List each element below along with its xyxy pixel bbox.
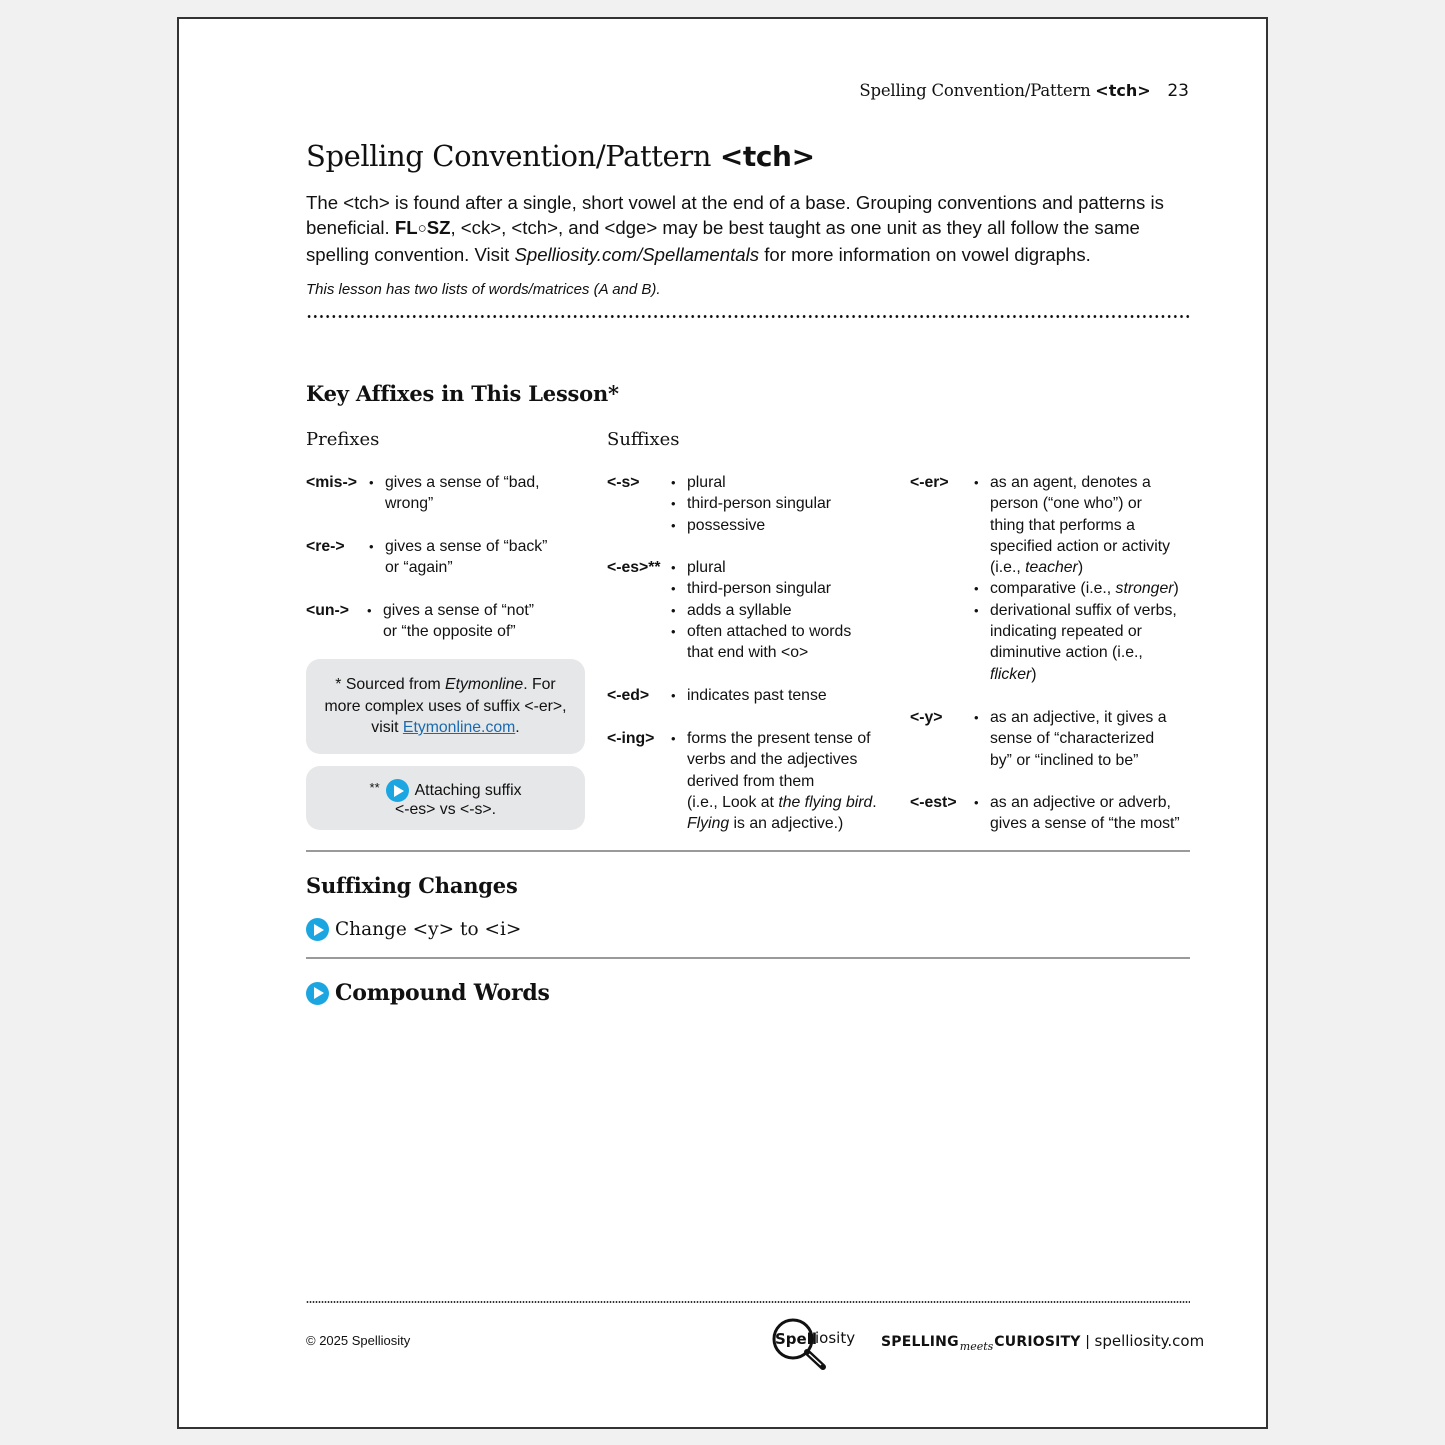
prefix-entry-un — [306, 600, 576, 643]
play-video-icon[interactable] — [306, 918, 329, 941]
suffix-entry-ed — [607, 685, 897, 706]
footer-url[interactable]: spelliosity.com — [1094, 1332, 1205, 1350]
tagline-separator: | — [1085, 1333, 1090, 1350]
affix-label: <-er> — [910, 474, 949, 491]
source-note-italic: Etymonline — [445, 676, 524, 693]
source-note-box — [306, 659, 585, 754]
affix-bullet — [974, 600, 1180, 685]
affix-bullet: • plural — [671, 557, 871, 578]
affix-bullet: • plural — [671, 472, 897, 493]
bullet-italic: stronger — [1115, 580, 1174, 598]
affix-label: <-y> — [910, 709, 943, 726]
svg-text:iosity: iosity — [815, 1329, 856, 1347]
affix-bullet: • gives a sense of “bad, wrong” — [369, 472, 549, 515]
affix-bullet: • as an adjective or adverb, gives a sense of “the most” — [974, 792, 1186, 835]
bullet-text: comparative (i.e., — [990, 580, 1116, 598]
running-header — [849, 81, 1189, 101]
compound-words-heading[interactable]: Compound Words — [335, 980, 550, 1006]
page-title-text: Spelling Convention/Pattern — [306, 139, 711, 173]
section-divider — [306, 957, 1190, 959]
bullet-text: derivational suffix of verbs, indicating repeated or diminutive action (i.e., — [990, 601, 1177, 662]
affix-label: <-es>** — [607, 559, 661, 576]
affix-bullet: • third-person singular — [671, 493, 897, 514]
magnifier-logo-icon — [771, 1317, 861, 1373]
affix-label: <un-> — [306, 602, 350, 619]
prefixes-label: Prefixes — [306, 429, 380, 450]
spellamentals-link: Spelliosity.com/Spellamentals — [514, 244, 760, 265]
suffix-entry-s — [607, 472, 897, 536]
prefix-entry-mis — [306, 472, 576, 515]
affix-bullet — [671, 728, 886, 834]
video-note-line2: <-es> vs <-s>. — [395, 801, 496, 818]
suffix-entry-est — [910, 792, 1192, 835]
running-header-title: Spelling Convention/Pattern — [859, 81, 1091, 100]
example-italic: Flying — [687, 815, 730, 833]
bullet-italic: flicker — [990, 665, 1032, 683]
affix-label: <re-> — [306, 538, 345, 555]
affix-bullet: • gives a sense of “back” or “again” — [369, 536, 559, 579]
suffix-entry-ing — [607, 728, 897, 834]
bullet-text: ) — [1077, 559, 1084, 577]
affix-bullet: • adds a syllable — [671, 600, 871, 621]
affix-label: <-ed> — [607, 687, 650, 704]
tagline-spelling: SPELLING — [881, 1334, 959, 1350]
footer-dotted-divider — [306, 1301, 1190, 1303]
source-note-mid: . For more complex uses of suffix <-er>, visit — [324, 676, 567, 736]
tagline-meets: meets — [959, 1340, 994, 1353]
intro-part2: , <ck>, <tch>, and <dge> may be best taught as one unit as they all follow the same spelling convention. Visit — [306, 217, 1140, 265]
affix-bullet: • often attached to words that end with <o> — [671, 621, 871, 664]
page-title-code: <tch> — [719, 140, 815, 173]
lesson-note: This lesson has two lists of words/matrices (A and B). — [306, 281, 661, 298]
flosz-fl: FL — [394, 217, 418, 238]
intro-paragraph — [306, 190, 1186, 267]
affix-bullet: • indicates past tense — [671, 685, 897, 706]
suffix-entry-es — [607, 557, 897, 663]
video-note-box[interactable] — [306, 766, 585, 830]
play-video-icon[interactable] — [306, 982, 329, 1005]
key-affixes-heading: Key Affixes in This Lesson* — [306, 381, 619, 406]
page-title — [306, 139, 815, 173]
affix-bullet — [974, 472, 1180, 578]
running-header-code: <tch> — [1095, 81, 1151, 100]
svg-text:Spell: Spell — [775, 1330, 817, 1348]
play-video-icon[interactable] — [386, 779, 409, 802]
bullet-text: ) — [1031, 665, 1037, 683]
affix-bullet: • third-person singular — [671, 578, 871, 599]
example-text: is an adjective.) — [729, 815, 844, 833]
footer-tagline — [881, 1332, 1205, 1353]
example-italic: the flying bird — [778, 793, 873, 811]
intro-part1: The <tch> is found after a single, short vowel at the end of a base. Grouping conventions and patterns is beneficial. — [306, 192, 1164, 238]
bullet-text: forms the present tense of verbs and the adjectives derived from them — [687, 730, 871, 790]
affix-bullet: • gives a sense of “not” or “the opposite of” — [367, 600, 537, 643]
tagline-curiosity: CURIOSITY — [994, 1334, 1081, 1350]
etymonline-link[interactable]: Etymonline.com — [402, 719, 516, 736]
suffix-entry-y — [910, 707, 1192, 771]
affix-label: <mis-> — [306, 474, 357, 491]
affix-bullet: • possessive — [671, 515, 897, 536]
page-number: 23 — [1167, 81, 1189, 101]
suffixing-changes-heading: Suffixing Changes — [306, 873, 518, 898]
suffix-entry-er — [910, 472, 1192, 685]
bullet-italic: teacher — [1025, 559, 1078, 577]
prefix-entry-re — [306, 536, 576, 579]
example-text: . — [872, 793, 877, 811]
video-note-stars: ** — [369, 779, 380, 795]
example-text: (i.e., Look at — [687, 793, 779, 811]
dotted-divider — [306, 315, 1190, 318]
flosz-sz: SZ — [426, 217, 451, 238]
spelliosity-logo — [771, 1317, 861, 1373]
source-note-post: . — [515, 719, 520, 736]
copyright: © 2025 Spelliosity — [306, 1333, 411, 1348]
compound-words-link[interactable] — [306, 980, 550, 1006]
suffixes-label: Suffixes — [607, 429, 680, 450]
change-y-to-i-label[interactable]: Change <y> to <i> — [335, 919, 522, 940]
affix-label: <-est> — [910, 794, 957, 811]
section-divider — [306, 850, 1190, 852]
video-note-line1[interactable]: Attaching suffix — [414, 781, 522, 799]
affix-label: <-s> — [607, 474, 640, 491]
source-note-pre: * Sourced from — [335, 676, 446, 693]
intro-part3: for more information on vowel digraphs. — [759, 244, 1091, 265]
affix-bullet: • as an adjective, it gives a sense of “characterized by” or “inclined to be” — [974, 707, 1174, 771]
bullet-text: as an agent, denotes a person (“one who”) or thing that performs a specified action or activity (i.e., — [990, 474, 1170, 577]
change-y-to-i-link[interactable] — [306, 918, 521, 941]
flosz-circle-icon: ○ — [417, 220, 427, 237]
affix-bullet — [974, 578, 1180, 599]
affix-label: <-ing> — [607, 730, 655, 747]
document-page — [177, 17, 1268, 1429]
bullet-text: ) — [1173, 580, 1179, 598]
